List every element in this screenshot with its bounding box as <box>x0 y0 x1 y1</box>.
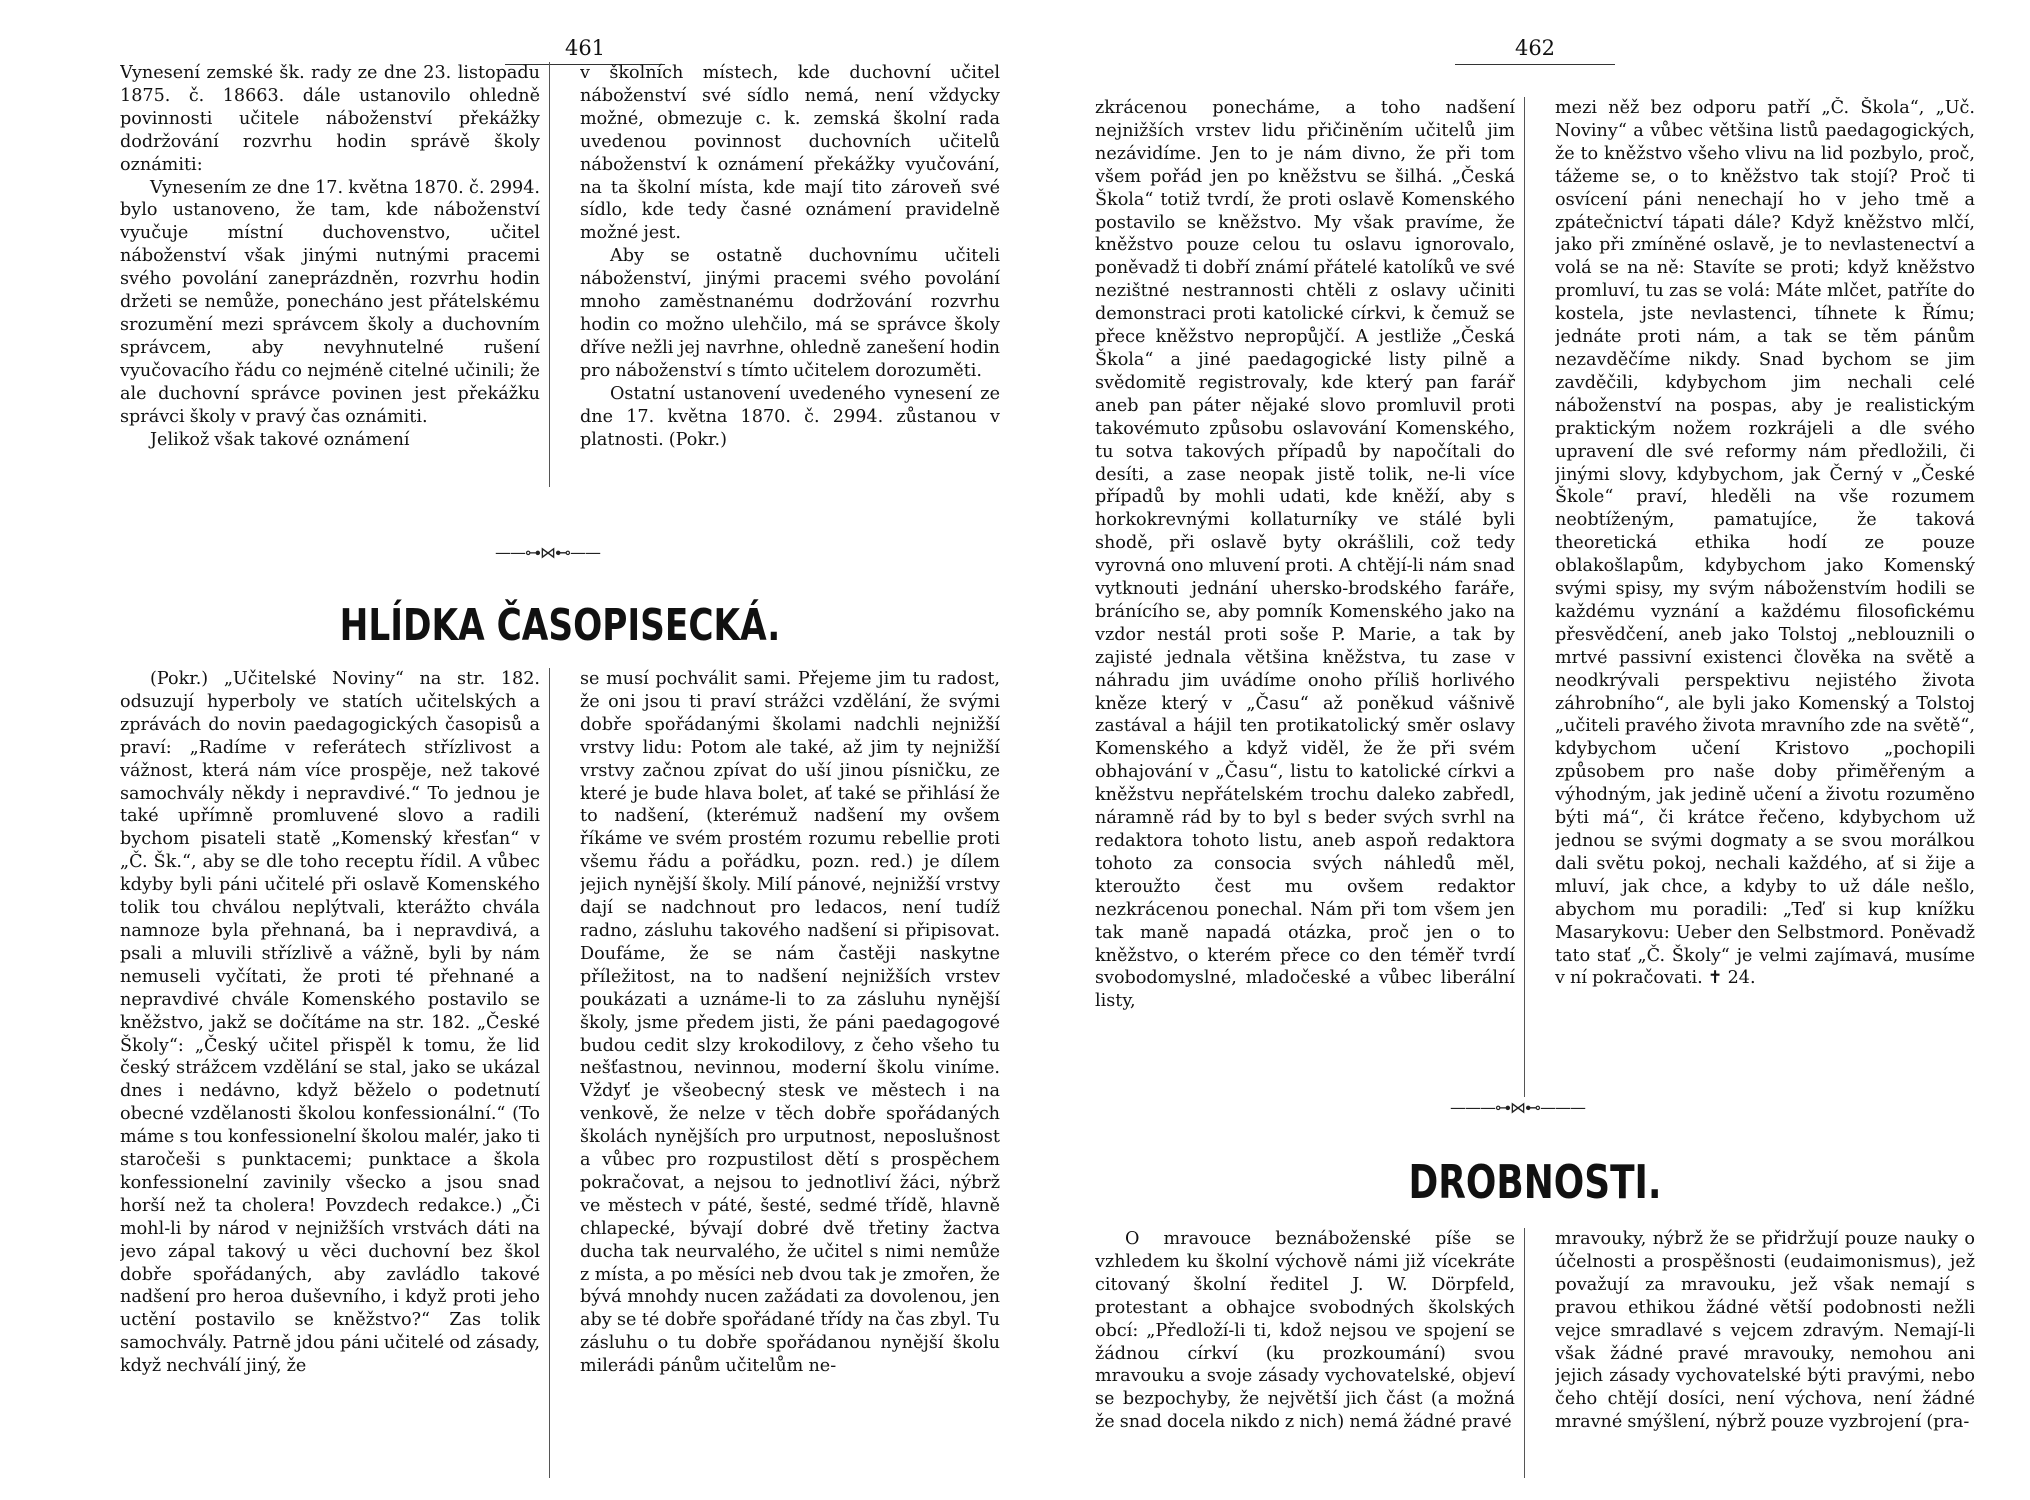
drobnosti-article <box>1095 1228 1975 1478</box>
section-ornament: ———⊶⋈⊷——— <box>1450 1098 1585 1117</box>
drobnosti-left-column <box>1095 1228 1515 1478</box>
page-number: 462 <box>1475 36 1595 60</box>
top-article <box>120 62 1000 487</box>
paragraph: mravouky, nýbrž že se přidržují pouze nauky o účelnosti a prospěšnosti (eudaimonismus), jež považují za mravouku, jež však nemají s pravou ethikou žádné větší podobnosti nežli vejce smradlavé s vejcem zdravým. Nemají-li však žádné pravé mravouky, nemohou ani jejich zásady vychovatelské býti pravými, nebo čeho chtějí dosíci, není výchova, není žádné mravné smýšlení, nýbrž pouze vyzbrojení (pra- <box>1555 1229 1975 1433</box>
continued-article <box>1095 97 1975 1097</box>
page-number: 461 <box>525 36 645 60</box>
column-divider <box>1524 97 1525 1097</box>
section-title: HLÍDKA ČASOPISECKÁ. <box>339 600 781 651</box>
paragraph: v školních místech, kde duchovní učitel náboženství své sídlo nemá, není vždycky možné, obmezuje c. k. zemská školní rada uvedenou povinnost duchovních učitelů náboženství k oznámení překážky vyučování, na ta školní místa, kde mají tito zároveň své sídlo, kde tedy časné oznámení pravidelně možné jest. <box>580 63 1000 244</box>
left-page <box>120 0 1000 1500</box>
drobnosti-right-column <box>1555 1228 1975 1478</box>
continued-article-right-column <box>1555 97 1975 1097</box>
bottom-article-left-column <box>120 668 540 1478</box>
paragraph: Aby se ostatně duchovnímu učiteli náboženství, jinými pracemi svého povolání mnoho zaměstnanému dodržování rozvrhu hodin co možno ulehčilo, má se správce školy dříve nežli jej navrhne, ohledně zanešení hodin pro náboženství s tímto učitelem dorozuměti. <box>580 246 1000 381</box>
paragraph: mezi něž bez odporu patří „Č. Škola“, „Uč. Noviny“ a vůbec většina listů paedagogických, že to kněžstvo všeho vlivu na lid pozbylo, proč, tážeme se, o to kněžstvo tak stojí? Proč ti osvícení páni nenechají ho v jeho tmě a zpátečnictví tápati dále? Když kněžstvo mlčí, jako při zmíněné oslavě, je to nevlastenectví a volá se na ně: Stavíte se proti; když kněžstvo promluví, tu zas se volá: Máte mlčet, patříte do kostela, jste nevlastenci, tíhnete k Římu; jednáte proti nám, a tak se těm pánům nezavděčíme nikdy. Snad bychom se jim zavděčili, kdybychom jim nechali celé náboženství na pospas, aby je realistickým praktickým nožem rozkrájeli a dle svého upravení dle své reformy nám předložili, či jinými slovy, kdybychom, jak Černý v „České Škole“ praví, hleděli na vše rozumem neobtíženým, pamatujíce, že taková theoretická ethika hodí ze pouze oblakošlapům, kdybychom jako Komenský svými spisy, my svým náboženstvím hodili se každému vyznání a každému filosofickému přesvědčení, aneb jako Tolstoj „neblouznili o mrtvé passivní existenci člověka na světě a neodkrývali perspektivu nejistého života záhrobního“, ale byli jako Komenský a Tolstoj „učiteli pravého života mravního zde na světě“, kdybychom učení Kristovo „pochopili způsobem pro naše doby přiměřeným a výhodným, jak jedině učení a životu rozuměno býti má“, či krátce řečeno, kdybychom už jednou se svými dogmaty a se svou morálkou dali světu pokoj, nechali každého, ať si žije a mluví, jak chce, a kdyby to už dále nešlo, abychom mu poradili: „Teď si kup knížku Masarykovu: Ueber den Selbstmord. Poněvadž tato stať „Č. Školy“ je velmi zajímavá, musíme v ní pokračovati. ✝ 24. <box>1555 98 1975 989</box>
top-article-right-column <box>580 62 1000 487</box>
section-ornament: ——⊶⋈⊷—— <box>495 543 600 562</box>
section-title: DROBNOSTI. <box>1408 1155 1662 1209</box>
continued-article-left-column <box>1095 97 1515 1097</box>
top-article-left-column <box>120 62 540 487</box>
right-page <box>1095 0 1975 1500</box>
column-divider <box>549 62 550 487</box>
bottom-article-right-column <box>580 668 1000 1478</box>
paragraph: Vynesení zemské šk. rady ze dne 23. listopadu 1875. č. 18663. dále ustanovilo ohledně povinnosti učitele náboženství překážky dodržování rozvrhu hodin správě školy oznámiti: <box>120 63 540 175</box>
bottom-article <box>120 668 1000 1478</box>
paragraph: (Pokr.) „Učitelské Noviny“ na str. 182. odsuzují hyperboly ve statích učitelských a zprávách do novin paedagogických časopisů a praví: „Radíme v referátech střízlivost a vážnost, která nám více prospěje, než takové samochvály někdy i nepravdivé.“ To jednou je také upřímně promluvené slovo a radili bychom pisateli statě „Komenský křesťan“ v „Č. Šk.“, aby se dle toho receptu řídil. A vůbec kdyby byli páni učitelé při oslavě Komenského tolik tou chválou neplýtvali, kterážto chvála namnoze byla přehnaná, ba i nepravdivá, a psali a mluvili střízlivě a vážně, byli by nám nemuseli vyčítati, že proti té přehnané a nepravdivé chvále Komenského postavilo se kněžstvo, jakž se dočítáme na str. 182. „České Školy“: „Český učitel přispěl k tomu, že lid český strážcem vzdělání se stal, jako se ukázal dnes i nedávno, když běželo o podetnutí obecné vzdělanosti školou konfessionální.“ (To máme s tou konfessionelní školou malér, jako ti staročeši s punktacemi; punktace a škola konfessionelní zavinily všecko a jsou snad horší než ta cholera! Povzdech redakce.) „Či mohl-li by národ v nejnižších vrstvách dáti na jevo zápal takový u věci duchovní bez škol dobře spořádaných, aby zavládlo takové nadšení pro heroa duševního, i když proti jeho uctění postavilo se kněžstvo?“ Zas tolik samochvály. Patrně jdou páni učitelé od zásady, když nechválí jiný, že <box>120 669 540 1377</box>
column-divider <box>549 668 550 1478</box>
paragraph: zkrácenou ponecháme, a toho nadšení nejnižších vrstev lidu přičiněním učitelů jim nezávidíme. Jen to je nám divno, že při tom všem pořád jen po kněžstvu se šilhá. „Česká Škola“ totiž tvrdí, že proti oslavě Komenského postavilo se kněžstvo. My však pravíme, že kněžstvo pouze celou tu oslavu ignorovalo, poněvadž ti dobří známí přátelé katolíků ve své nezištné nestrannosti chtěli z oslavy učiniti demonstraci proti katolické církvi, k čemuž se přece kněžstvo nepropůjčí. A jestliže „Česká Škola“ a jiné paedagogické listy pilně a svědomitě registrovaly, kde který pan farář aneb pan páter nějaké slovo promluvil proti takovémuto způsobu oslavování Komenského, tu sotva takových případů by napočítali do desíti, a zase neopak jistě tolik, ne-li více případů by mohli udati, kde kněží, aby s horkokrevnými kollaturníky ve stálé byli shodě, při oslavě byty okrášlili, což tedy vyrovná ono mluvení proti. A chtějí-li nám snad vytknouti jednání uhersko-brodského faráře, bránícího se, aby pomník Komenského jako na vzdor nestál proti soše P. Marie, a tak by zajisté jednala většina kněžstva, tu zase v náhradu jim uvádíme onoho příliš horlivého kněze který v „Času“ až poněkud vášnivě zastával a hájil ten protikatolický směr oslavy Komenského a když viděl, že že při svém obhajování v „Času“, listu to katolické církvi a kněžstvu nepřátelském trochu daleko zabředl, náramně rád by to byl s beder svých svrhl na redaktora tohoto listu, aneb aspoň redaktora tohoto za consocia svých náhledů měl, kteroužto čest mu ovšem redaktor nezkrácenou ponechal. Nám při tom všem jen tak maně napadá otázka, proč jen o to kněžstvo, o kterém přece co den téměř tvrdí svobodomyslné, mladočeské a vůbec liberální listy, <box>1095 98 1515 1012</box>
paragraph: se musí pochválit sami. Přejeme jim tu radost, že oni jsou ti praví strážci vzdělání, že svými dobře spořádanými školami nadchli nejnižší vrstvy lidu: Potom ale také, až jim ty nejnižší vrstvy začnou zpívat do uší jinou písničku, ze které je bude hlava bolet, ať také se přihlásí že to nadšení, (kterémuž nadšení my ovšem říkáme ve svém prostém rozumu rebellie proti všemu řádu a pořádku, pozn. red.) je dílem jejich nynější školy. Milí pánové, nejnižší vrstvy dají se nadchnout pro ledacos, není tudíž radno, zásluhu takového nadšení si připisovat. Doufáme, že se nám častěji naskytne příležitost, na to nadšení nejnižších vrstev poukázati a uznáme-li to za zásluhu nynější školy, jsme předem jisti, že páni paedagogové budou cedit slzy krokodilovy, z čeho všeho tu nešťastnou, nevinnou, moderní školu viníme. Vždyť je všeobecný stesk ve městech i na venkově, že nelze v těch dobře spořádaných školách nynějších pro urputnost, neposlušnost a vůbec pro rozpustilost dětí s prospěchem pokračovat, a nejsou to jednotliví žáci, nýbrž ve městech v páté, šesté, sedmé třídě, hlavně chlapecké, bývají dobré dvě třetiny žactva ducha tak neurvalého, že učitel s nimi nemůže z místa, a po měsíci neb dvou tak je zmořen, že bývá mnohdy nucen zažádati za dovolenou, jen aby se té dobře spořádané třídy na čas zbyl. Tu zásluhu o tu dobře spořádanou nynější školu milerádi pánům učitelům ne- <box>580 669 1000 1377</box>
column-divider <box>1524 1228 1525 1478</box>
page-number-rule <box>1455 64 1615 65</box>
paragraph: Jelikož však takové oznámení <box>150 429 410 450</box>
paragraph: Vynesením ze dne 17. května 1870. č. 2994. bylo ustanoveno, že tam, kde náboženství vyučuje místní duchovenstvo, učitel náboženství však jinými nutnými pracemi svého povolání zaneprázdněn, rozvrhu hodin držeti se nemůže, ponecháno jest přátelskému srozumění mezi správcem školy a duchovním správcem, aby nevyhnutelné rušení vyučovacího řádu co nejméně citelné učinili; že ale duchovní správce povinen jest překážku správci školy v pravý čas oznámiti. <box>120 177 540 427</box>
paragraph: Ostatní ustanovení uvedeného vynesení ze dne 17. května 1870. č. 2994. zůstanou v platnosti. (Pokr.) <box>580 383 1000 450</box>
paragraph: O mravouce beznáboženské píše se vzhledem ku školní výchově námi již vícekráte citovaný školní ředitel J. W. Dörpfeld, protestant a obhajce svobodných školských obcí: „Předloží-li ti, kdož nejsou ve spojení se žádnou církví (ku prozkoumání) svou mravouku a svoje zásady vychovatelské, objeví se bezpochyby, že největší jich část (a možná že snad docela nikdo z nich) nemá žádné pravé <box>1095 1229 1515 1433</box>
